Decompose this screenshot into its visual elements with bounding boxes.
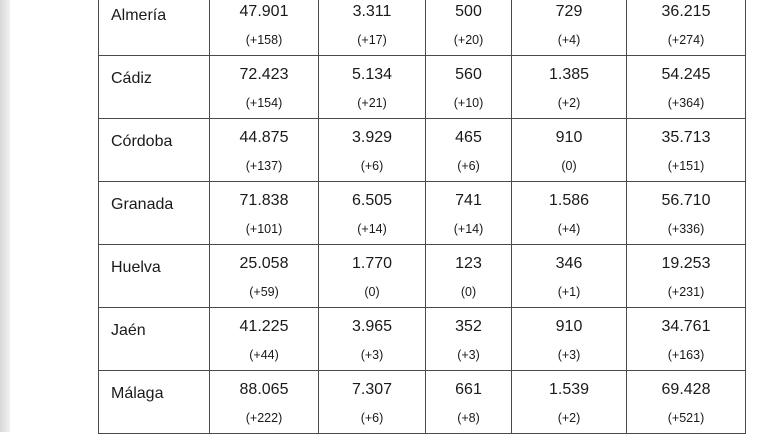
- cell-delta: (+59): [249, 285, 279, 299]
- province-name: Cádiz: [111, 70, 152, 87]
- value-cell: [319, 308, 426, 371]
- cell-value: 560: [455, 66, 482, 83]
- province-name: Málaga: [111, 385, 164, 402]
- value-cell: [512, 308, 627, 371]
- value-cell: [512, 245, 627, 308]
- province-cell: [99, 119, 210, 182]
- cell-value: 3.929: [351, 129, 393, 146]
- value-cell: [512, 0, 627, 56]
- value-cell: [210, 0, 319, 56]
- value-cell: [627, 182, 746, 245]
- cell-value: 25.058: [239, 255, 289, 272]
- cell-delta: (+163): [667, 348, 705, 362]
- cell-delta: (+10): [453, 96, 484, 110]
- cell-delta: (+2): [557, 96, 581, 110]
- cell-delta: (+17): [357, 33, 387, 47]
- value-cell: [210, 119, 319, 182]
- value-cell: [210, 182, 319, 245]
- cell-delta: (+154): [245, 96, 283, 110]
- cell-delta: (+8): [457, 411, 480, 425]
- cell-value: 7.307: [351, 381, 393, 398]
- cell-value: 34.761: [661, 318, 711, 335]
- cell-delta: (+151): [667, 159, 705, 173]
- cell-delta: (+336): [667, 222, 705, 236]
- value-cell: [319, 245, 426, 308]
- cell-delta: (+6): [360, 159, 384, 173]
- province-name: Jaén: [111, 322, 146, 339]
- cell-value: 19.253: [661, 255, 711, 272]
- cell-delta: (+1): [557, 285, 581, 299]
- cell-value: 3.311: [352, 3, 392, 20]
- cell-value: 1.586: [548, 192, 590, 209]
- table-row: [99, 371, 746, 434]
- cell-value: 910: [555, 129, 583, 146]
- cell-delta: (+231): [667, 285, 705, 299]
- value-cell: [512, 371, 627, 434]
- cell-value: 72.423: [239, 66, 289, 83]
- value-cell: [627, 119, 746, 182]
- cell-delta: (+101): [245, 222, 283, 236]
- value-cell: [512, 56, 627, 119]
- value-cell: [319, 182, 426, 245]
- value-cell: [319, 56, 426, 119]
- province-cell: [99, 56, 210, 119]
- table-row: [99, 56, 746, 119]
- value-cell: [319, 371, 426, 434]
- cell-value: 910: [555, 318, 583, 335]
- value-cell: [426, 119, 512, 182]
- cell-value: 729: [555, 3, 583, 20]
- table-row: [99, 182, 746, 245]
- cell-value: 1.385: [548, 66, 590, 83]
- cell-value: 1.770: [351, 255, 393, 272]
- cell-delta: (+3): [557, 348, 581, 362]
- value-cell: [426, 308, 512, 371]
- cell-delta: (+14): [453, 222, 484, 236]
- province-cell: [99, 0, 210, 56]
- cell-delta: (+21): [357, 96, 387, 110]
- cell-value: 346: [555, 255, 583, 272]
- cell-delta: (0): [460, 285, 477, 299]
- table-row: [99, 0, 746, 56]
- cell-delta: (+3): [360, 348, 384, 362]
- cell-value: 741: [455, 192, 482, 209]
- cell-value: 69.428: [661, 381, 711, 398]
- table-row: [99, 308, 746, 371]
- province-name: Huelva: [111, 259, 161, 276]
- cell-value: 44.875: [239, 129, 289, 146]
- province-name: Granada: [111, 196, 174, 213]
- cell-value: 41.225: [239, 318, 289, 335]
- cell-value: 352: [455, 318, 482, 335]
- value-cell: [210, 56, 319, 119]
- table-row: [99, 245, 746, 308]
- value-cell: [627, 308, 746, 371]
- cell-value: 123: [455, 255, 482, 272]
- value-cell: [627, 245, 746, 308]
- cell-value: 465: [455, 129, 482, 146]
- value-cell: [426, 0, 512, 56]
- cell-delta: (0): [561, 159, 577, 173]
- cell-value: 71.838: [239, 192, 289, 209]
- value-cell: [512, 182, 627, 245]
- table-row: [99, 119, 746, 182]
- value-cell: [210, 371, 319, 434]
- province-cell: [99, 182, 210, 245]
- province-cell: [99, 245, 210, 308]
- cell-value: 661: [455, 381, 482, 398]
- cell-delta: (+3): [457, 348, 480, 362]
- cell-delta: (+20): [453, 33, 484, 47]
- cell-delta: (+222): [245, 411, 283, 425]
- cell-value: 47.901: [239, 3, 289, 20]
- value-cell: [426, 245, 512, 308]
- cell-value: 6.505: [351, 192, 393, 209]
- province-cell: [99, 371, 210, 434]
- value-cell: [426, 56, 512, 119]
- cell-delta: (+137): [245, 159, 283, 173]
- cell-value: 54.245: [661, 66, 711, 83]
- province-data-table: [98, 0, 746, 434]
- cell-delta: (+4): [557, 222, 581, 236]
- cell-value: 3.965: [351, 318, 393, 335]
- cell-value: 5.134: [351, 66, 393, 83]
- province-cell: [99, 308, 210, 371]
- value-cell: [319, 0, 426, 56]
- cell-delta: (+44): [249, 348, 279, 362]
- value-cell: [426, 182, 512, 245]
- value-cell: [319, 119, 426, 182]
- cell-value: 1.539: [548, 381, 590, 398]
- cell-delta: (0): [364, 285, 380, 299]
- value-cell: [627, 56, 746, 119]
- value-cell: [627, 371, 746, 434]
- cell-delta: (+521): [667, 411, 705, 425]
- province-name: Almería: [111, 7, 167, 24]
- cell-delta: (+364): [667, 96, 705, 110]
- value-cell: [426, 371, 512, 434]
- cell-delta: (+14): [357, 222, 387, 236]
- cell-value: 500: [455, 3, 482, 20]
- page-edge-shadow: [0, 0, 10, 432]
- cell-delta: (+6): [457, 159, 480, 173]
- cell-value: 36.215: [661, 3, 711, 20]
- value-cell: [210, 245, 319, 308]
- cell-value: 56.710: [661, 192, 711, 209]
- cell-delta: (+158): [245, 33, 283, 47]
- cell-value: 88.065: [239, 381, 289, 398]
- value-cell: [627, 0, 746, 56]
- value-cell: [512, 119, 627, 182]
- value-cell: [210, 308, 319, 371]
- cell-delta: (+4): [557, 33, 581, 47]
- province-name: Córdoba: [111, 133, 173, 150]
- cell-delta: (+274): [667, 33, 705, 47]
- cell-value: 35.713: [661, 129, 711, 146]
- cell-delta: (+2): [557, 411, 581, 425]
- cell-delta: (+6): [360, 411, 384, 425]
